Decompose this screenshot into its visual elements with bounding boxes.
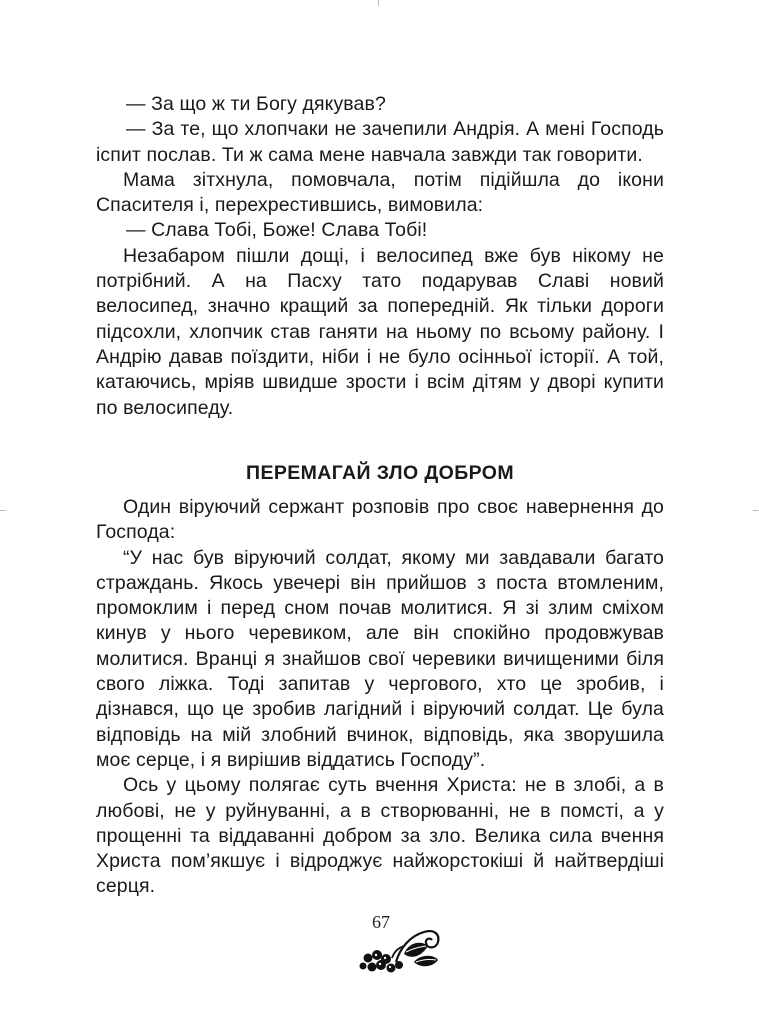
dialogue-line: — Слава Тобі, Боже! Слава Тобі!	[126, 219, 428, 242]
floral-ornament-icon	[356, 918, 442, 981]
paragraph: Незабаром пішли дощі, і велосипед вже був нікому не потрібний. А на Пасху тато подарував Славі новий велосипед, значно кращий за попередній. Як тільки дороги підсохли, хлопчик став ганяти на ньому по всьому району. І Андрію давав поїздити, ніби і не було осінньої історії. А той, катаючись, мріяв швидше зрости і всім дітям у дворі купити по велосипеду.	[96, 244, 664, 419]
crop-mark-top	[378, 0, 379, 6]
crop-mark-right	[753, 510, 759, 511]
paragraph: Ось у цьому полягає суть вчення Христа: не в злобі, а в любові, не у руйнуванні, а в створюванні, не в помсті, а у прощенні та віддаванні добром за зло. Велика сила вчення Христа пом’якшує і відроджує найжорстокіші й найтвердіші серця.	[96, 774, 664, 898]
paragraph: “У нас був віруючий солдат, якому ми завдавали багато страждань. Якось увечері він прийшов з поста втомленим, промоклим і перед сном почав молитися. Я зі злим сміхом кинув у нього черевиком, але він спокійно продовжував молитися. Вранці я знайшов свої черевики вичищеними біля свого ліжка. Тоді запитав у чергового, хто це зробив, і дізнався, що це зробив лагідний і віруючий солдат. Це була відповідь на мій злобний вчинок, відповідь, яка зворушила моє серце, і я вирішив віддатись Господу”.	[96, 546, 664, 771]
crop-mark-left	[0, 510, 6, 511]
section-title: ПЕРЕМАГАЙ ЗЛО ДОБРОМ	[246, 462, 514, 484]
dialogue-line: — За що ж ти Богу дякував?	[126, 93, 386, 115]
paragraph: Мама зітхнула, помовчала, потім підійшла до ікони Спасителя і, перехрестившись, вимовила:	[96, 168, 664, 217]
page-number: 67	[372, 912, 390, 932]
section-text-block	[96, 495, 664, 900]
dialogue-line: — За те, що хлопчаки не зачепили Андрія. А мені Господь іспит послав. Ти ж сама мене навчала завжди так говорити.	[96, 118, 664, 166]
paragraph: Один віруючий сержант розповів про своє навернення до Господа:	[96, 496, 664, 544]
top-text-block	[96, 92, 664, 421]
